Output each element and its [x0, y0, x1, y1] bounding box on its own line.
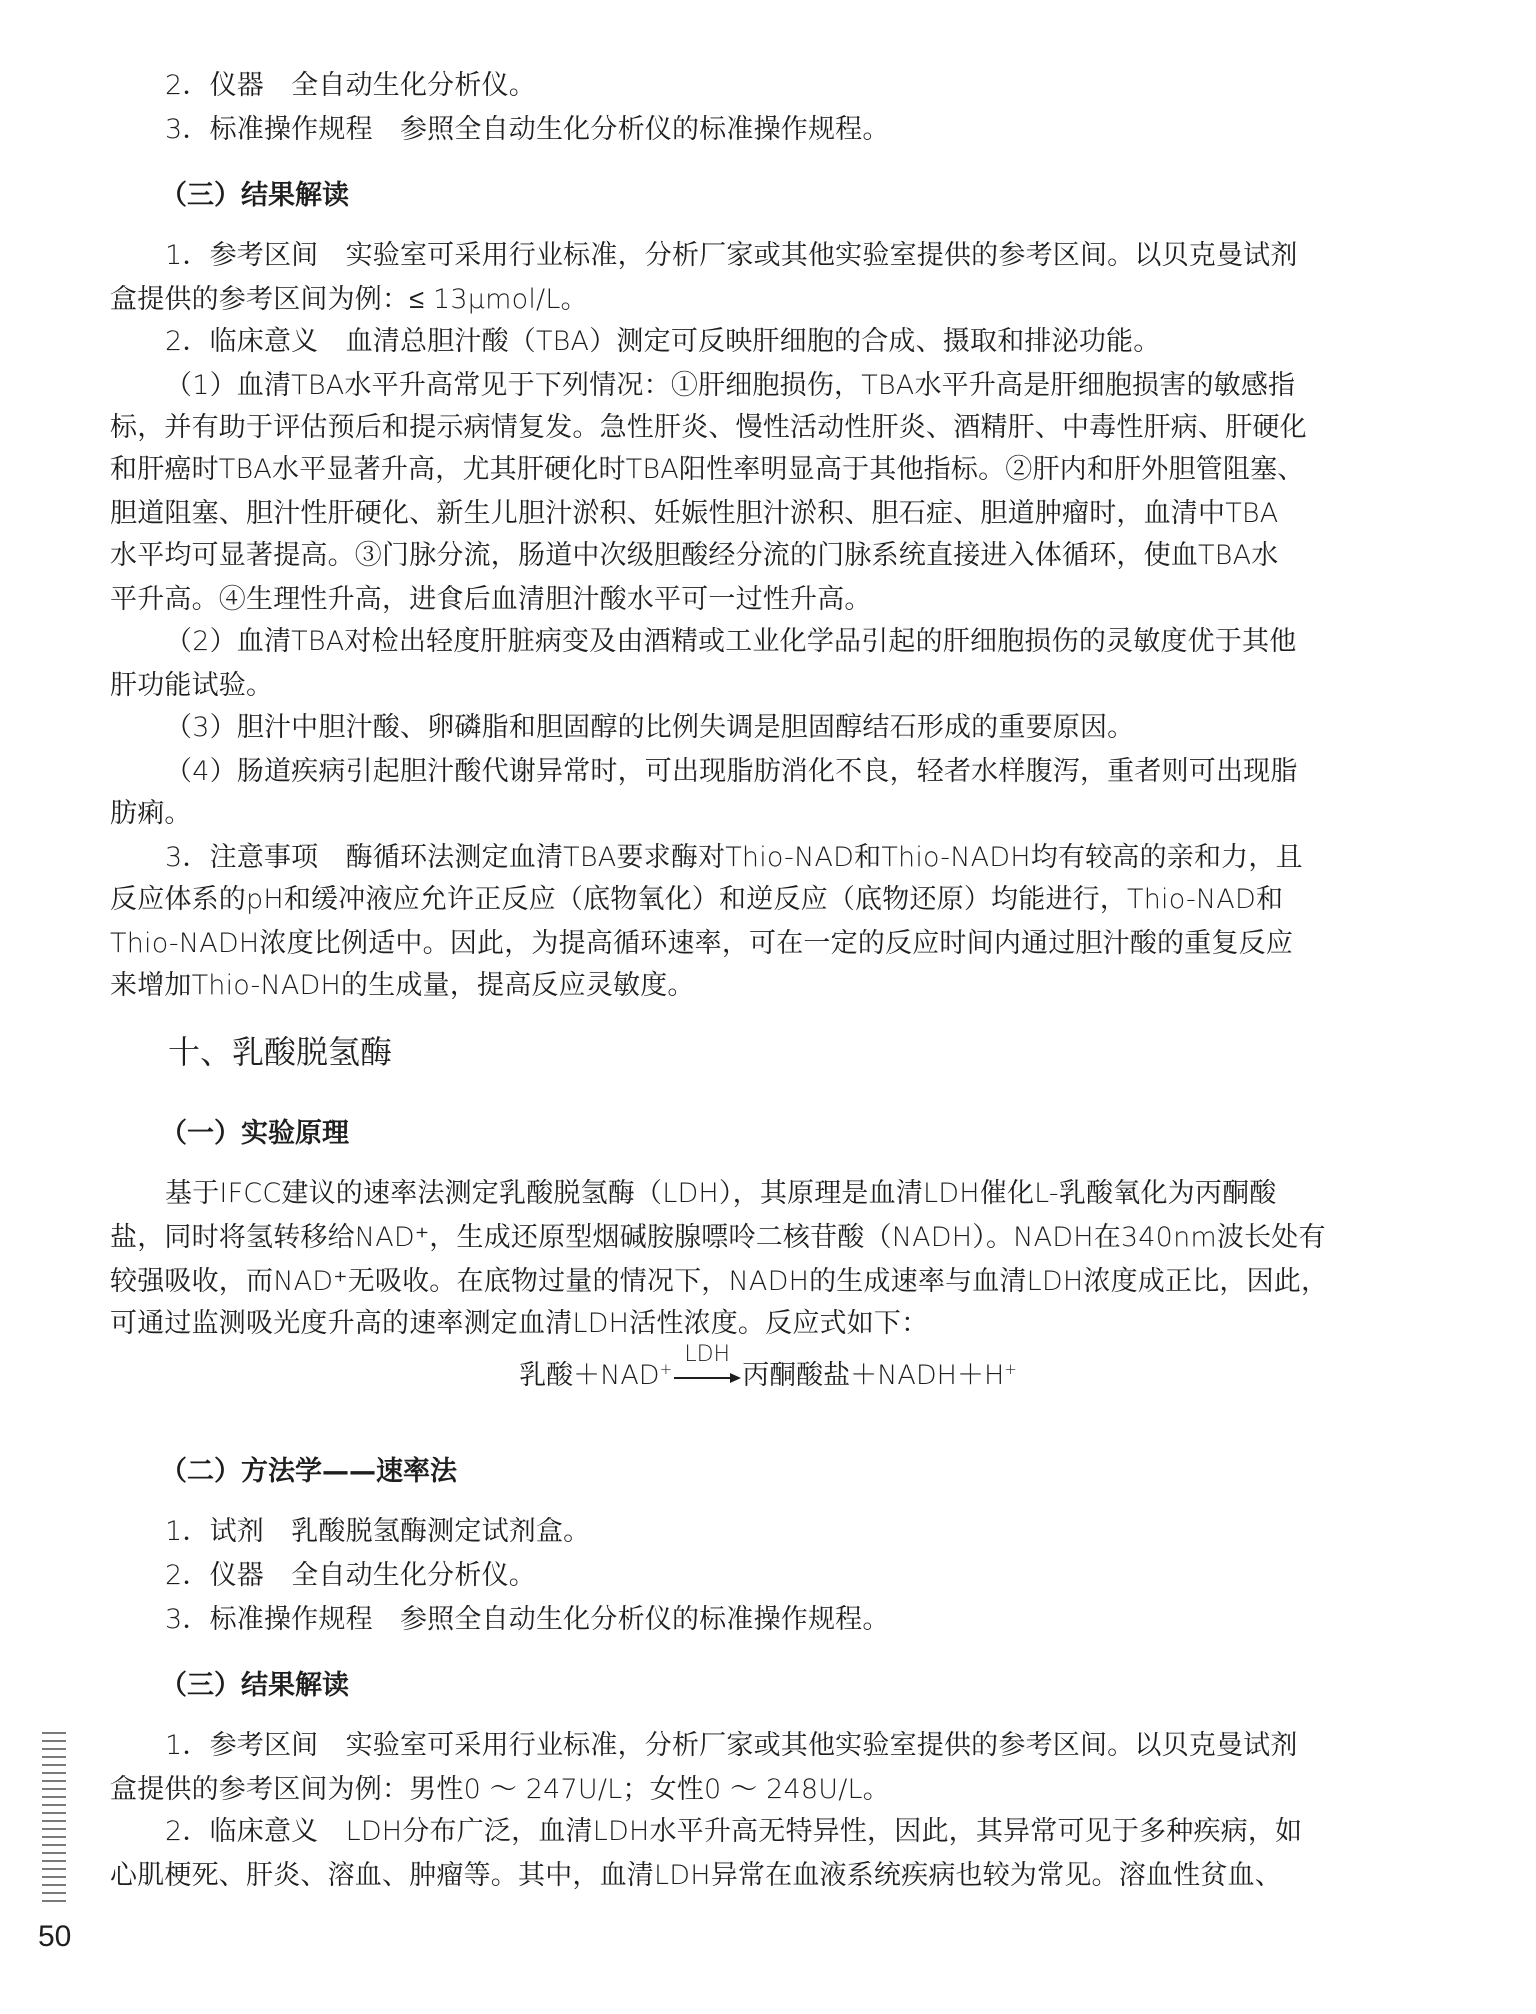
- paragraph-line: 肝功能试验。: [110, 670, 274, 701]
- paragraph-line: 标，并有助于评估预后和提示病情复发。急性肝炎、慢性活动性肝炎、酒精肝、中毒性肝病、肝硬化: [110, 412, 1307, 443]
- paragraph-line: 1．参考区间 实验室可采用行业标准，分析厂家或其他实验室提供的参考区间。以贝克曼试剂: [165, 240, 1298, 271]
- paragraph-line: 水平均可显著提高。③门脉分流，肠道中次级胆酸经分流的门脉系统直接进入体循环，使血TBA水: [110, 540, 1279, 571]
- h-charge: +: [1004, 1360, 1017, 1378]
- paragraph-line: 反应体系的pH和缓冲液应允许正反应（底物氧化）和逆反应（底物还原）均能进行，Thio-NAD和: [110, 884, 1284, 915]
- paragraph-line: 较强吸收，而NAD⁺无吸收。在底物过量的情况下，NADH的生成速率与血清LDH浓度成正比，因此，: [110, 1266, 1329, 1297]
- paragraph-line: （1）血清TBA水平升高常见于下列情况：①肝细胞损伤，TBA水平升高是肝细胞损害的敏感指: [165, 370, 1296, 401]
- reactants: 乳酸＋NAD: [519, 1360, 660, 1391]
- paragraph-line: 3．注意事项 酶循环法测定血清TBA要求酶对Thio-NAD和Thio-NADH均有较高的亲和力，且: [165, 842, 1303, 873]
- subsection-heading: （一）实验原理: [160, 1118, 349, 1149]
- paragraph-line: 盐，同时将氢转移给NAD⁺，生成还原型烟碱胺腺嘌呤二核苷酸（NADH）。NADH在340nm波长处有: [110, 1222, 1326, 1253]
- arrow-icon: [672, 1372, 742, 1384]
- subsection-heading: （二）方法学——速率法: [160, 1456, 457, 1487]
- list-item: 3．标准操作规程 参照全自动生化分析仪的标准操作规程。: [165, 114, 890, 145]
- paragraph-line: Thio-NADH浓度比例适中。因此，为提高循环速率，可在一定的反应时间内通过胆汁酸的重复反应: [110, 928, 1294, 959]
- subsection-heading: （三）结果解读: [160, 180, 349, 211]
- paragraph-line: 1．参考区间 实验室可采用行业标准，分析厂家或其他实验室提供的参考区间。以贝克曼试剂: [165, 1730, 1298, 1761]
- paragraph-line: 可通过监测吸光度升高的速率测定血清LDH活性浓度。反应式如下：: [110, 1308, 929, 1339]
- reaction-equation: [0, 1341, 1536, 1396]
- products: 丙酮酸盐＋NADH＋H: [742, 1360, 1005, 1391]
- paragraph-line: 心肌梗死、肝炎、溶血、肿瘤等。其中，血清LDH异常在血液系统疾病也较为常见。溶血性贫血、: [110, 1860, 1282, 1891]
- nad-charge: +: [659, 1360, 673, 1378]
- paragraph-line: 盒提供的参考区间为例：≤ 13μmol/L。: [110, 284, 588, 315]
- section-title: 十、乳酸脱氢酶: [168, 1033, 393, 1071]
- page-number: 50: [38, 1920, 72, 1953]
- paragraph-line: 来增加Thio-NADH的生成量，提高反应灵敏度。: [110, 970, 695, 1001]
- list-item: 1．试剂 乳酸脱氢酶测定试剂盒。: [165, 1516, 591, 1547]
- paragraph-line: 2．临床意义 血清总胆汁酸（TBA）测定可反映肝细胞的合成、摄取和排泌功能。: [165, 326, 1161, 357]
- paragraph-line: 平升高。④生理性升高，进食后血清胆汁酸水平可一过性升高。: [110, 584, 872, 615]
- enzyme-label: LDH: [684, 1341, 731, 1367]
- paragraph-line: 肪痢。: [110, 798, 192, 829]
- paragraph-line: 盒提供的参考区间为例：男性0 ～ 247U/L；女性0 ～ 248U/L。: [110, 1774, 890, 1805]
- reaction-arrow: [672, 1341, 742, 1392]
- list-item: 2．仪器 全自动生化分析仪。: [165, 1560, 536, 1591]
- paragraph-line: （2）血清TBA对检出轻度肝脏病变及由酒精或工业化学品引起的肝细胞损伤的灵敏度优于其他: [165, 626, 1297, 657]
- subsection-heading: （三）结果解读: [160, 1670, 349, 1701]
- paragraph-line: 2．临床意义 LDH分布广泛，血清LDH水平升高无特异性，因此，其异常可见于多种疾病，如: [165, 1816, 1303, 1847]
- paragraph-line: 胆道阻塞、胆汁性肝硬化、新生儿胆汁淤积、妊娠性胆汁淤积、胆石症、胆道肿瘤时，血清中TBA: [110, 498, 1279, 529]
- margin-ruler-decoration: [42, 1732, 66, 1908]
- list-item: 2．仪器 全自动生化分析仪。: [165, 70, 536, 101]
- list-item: 3．标准操作规程 参照全自动生化分析仪的标准操作规程。: [165, 1604, 890, 1635]
- paragraph-line: （4）肠道疾病引起胆汁酸代谢异常时，可出现脂肪消化不良，轻者水样腹泻，重者则可出现脂: [165, 756, 1298, 787]
- paragraph-line: 基于IFCC建议的速率法测定乳酸脱氢酶（LDH），其原理是血清LDH催化L-乳酸氧化为丙酮酸: [165, 1178, 1277, 1209]
- paragraph-line: （3）胆汁中胆汁酸、卵磷脂和胆固醇的比例失调是胆固醇结石形成的重要原因。: [165, 712, 1135, 743]
- paragraph-line: 和肝癌时TBA水平显著升高，尤其肝硬化时TBA阳性率明显高于其他指标。②肝内和肝外胆管阻塞、: [110, 454, 1305, 485]
